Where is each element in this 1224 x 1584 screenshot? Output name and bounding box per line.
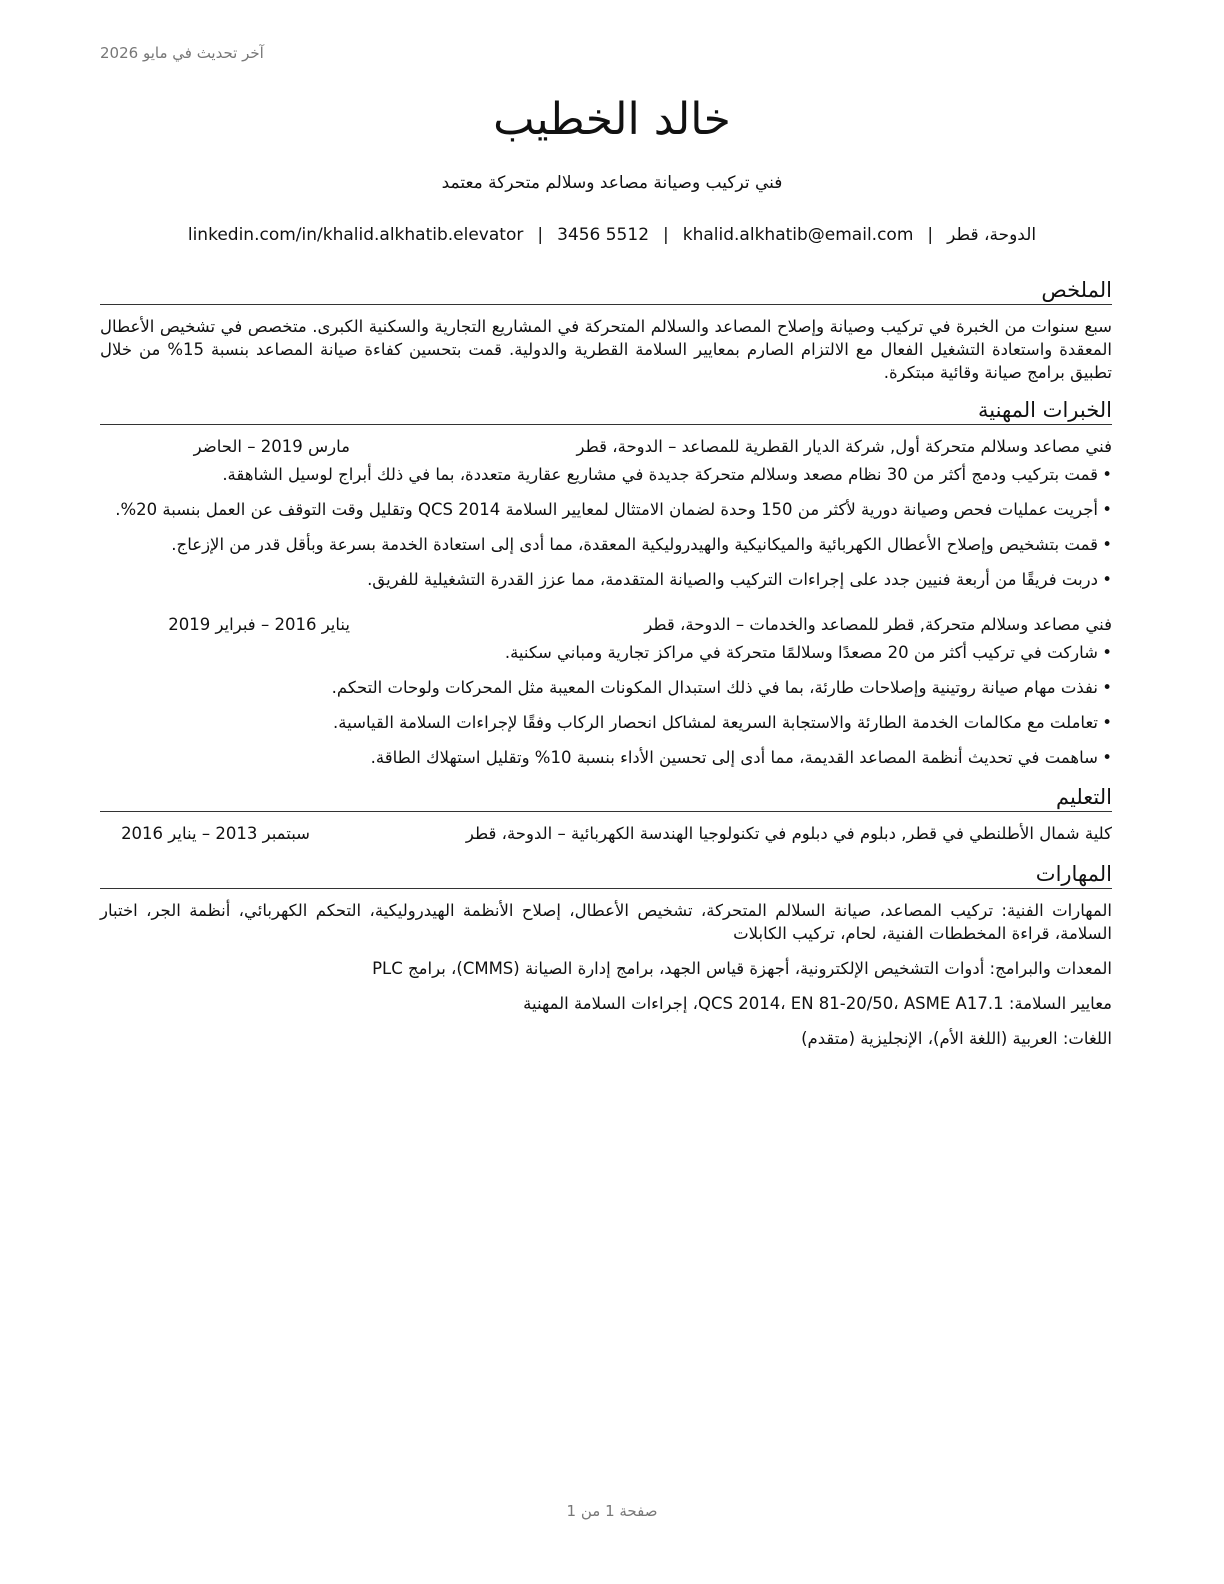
job-bullet: • دربت فريقًا من أربعة فنيين جدد على إجراءات التركيب والصيانة المتقدمة، مما عزز القدرة التشغيلية للفريق. <box>100 568 1112 591</box>
last-updated-note: آخر تحديث في مايو 2026 <box>100 44 264 62</box>
job-bullet: • تعاملت مع مكالمات الخدمة الطارئة والاستجابة السريعة لمشاكل انحصار الركاب وفقًا لإجراءات السلامة القياسية. <box>100 711 1112 734</box>
skills-languages: اللغات: العربية (اللغة الأم)، الإنجليزية (متقدم) <box>801 1029 1112 1048</box>
job-title-company: فني مصاعد وسلالم متحركة أول, شركة الديار القطرية للمصاعد – الدوحة، قطر <box>576 437 1112 456</box>
skills-safety-standards: معايير السلامة: QCS 2014، EN 81-20/50، ASME A17.1، إجراءات السلامة المهنية <box>523 994 1112 1013</box>
skills-technical: المهارات الفنية: تركيب المصاعد، صيانة السلالم المتحركة، تشخيص الأعطال، إصلاح الأنظمة الهيدروليكية، التحكم الكهربائي، أنظمة الجر، اختبار السلامة، قراءة المخططات الفنية، لحام، تركيب الكابلات <box>100 901 1112 943</box>
education-heading: التعليم <box>100 783 1112 812</box>
page-number: صفحة 1 من 1 <box>566 1502 658 1520</box>
education-dates: سبتمبر 2013 – يناير 2016 <box>121 824 310 843</box>
job-title-company: فني مصاعد وسلالم متحركة, قطر للمصاعد والخدمات – الدوحة، قطر <box>644 615 1112 634</box>
skills-tools: المعدات والبرامج: أدوات التشخيص الإلكترونية، أجهزة قياس الجهد، برامج إدارة الصيانة (CMMS)، برامج PLC <box>372 959 1112 978</box>
contact-separator: | <box>927 225 934 245</box>
resume-body <box>100 276 1112 1062</box>
summary-text: سبع سنوات من الخبرة في تركيب وصيانة وإصلاح المصاعد والسلالم المتحركة في المشاريع التجارية والسكنية الكبرى. متخصص في تشخيص الأعطال المعقدة واستعادة التشغيل الفعال مع الالتزام الصارم بمعايير السلامة القطرية والدولية. قمت بتحسين كفاءة صيانة المصاعد بنسبة 15% من خلال تطبيق برامج صيانة وقائية مبتكرة. <box>100 317 1112 382</box>
job-header <box>100 435 1112 459</box>
job-bullet: • نفذت مهام صيانة روتينية وإصلاحات طارئة، بما في ذلك استبدال المكونات المعيبة مثل المحركات ولوحات التحكم. <box>100 676 1112 699</box>
job-bullet: • شاركت في تركيب أكثر من 20 مصعدًا وسلالمًا متحركة في مراكز تجارية ومباني سكنية. <box>100 641 1112 664</box>
contact-email[interactable]: khalid.alkhatib@email.com <box>682 225 914 245</box>
job-dates: مارس 2019 – الحاضر <box>193 437 350 456</box>
job-entry <box>100 613 1112 769</box>
job-bullet: • قمت بتركيب ودمج أكثر من 30 نظام مصعد وسلالم متحركة جديدة في مشاريع عقارية متعددة، بما في ذلك أبراج لوسيل الشاهقة. <box>100 463 1112 486</box>
candidate-headline: فني تركيب وصيانة مصاعد وسلالم متحركة معتمد <box>441 173 783 193</box>
summary-heading: الملخص <box>100 276 1112 305</box>
job-header <box>100 613 1112 637</box>
job-bullets <box>100 463 1112 591</box>
contact-separator: | <box>663 225 669 245</box>
job-bullet: • ساهمت في تحديث أنظمة المصاعد القديمة، مما أدى إلى تحسين الأداء بنسبة 10% وتقليل استهلاك الطاقة. <box>100 746 1112 769</box>
job-bullet: • قمت بتشخيص وإصلاح الأعطال الكهربائية والميكانيكية والهيدروليكية المعقدة، مما أدى إلى استعادة الخدمة بسرعة وبأقل قدر من الإزعاج. <box>100 533 1112 556</box>
contact-separator: | <box>537 225 544 245</box>
education-entry <box>100 822 1112 846</box>
education-institution: كلية شمال الأطلنطي في قطر, دبلوم في دبلوم في تكنولوجيا الهندسة الكهربائية – الدوحة، قطر <box>465 824 1112 843</box>
job-bullet: • أجريت عمليات فحص وصيانة دورية لأكثر من 150 وحدة لضمان الامتثال لمعايير السلامة QCS 2014 وتقليل وقت التوقف عن العمل بنسبة 20%. <box>100 498 1112 521</box>
contact-line <box>0 223 1224 247</box>
experience-heading: الخبرات المهنية <box>100 396 1112 425</box>
job-dates: يناير 2016 – فبراير 2019 <box>168 615 350 634</box>
job-entry <box>100 435 1112 591</box>
candidate-name: خالد الخطيب <box>493 94 731 145</box>
contact-linkedin[interactable]: linkedin.com/in/khalid.alkhatib.elevator <box>187 225 524 245</box>
contact-location: الدوحة، قطر <box>947 225 1037 245</box>
skills-heading: المهارات <box>100 860 1112 889</box>
contact-phone[interactable]: 3456 5512 <box>557 225 650 245</box>
job-bullets <box>100 641 1112 769</box>
